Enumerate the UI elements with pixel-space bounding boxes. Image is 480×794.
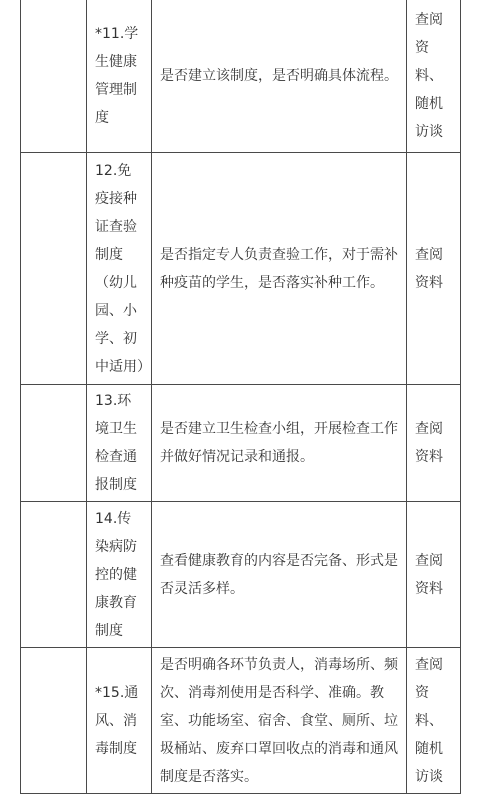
category-cell (21, 153, 87, 385)
method-cell: 查阅资料 (407, 502, 461, 648)
table-row (21, 153, 461, 385)
inspection-table (20, 0, 461, 794)
method-cell: 查阅资料、随机访谈 (407, 0, 461, 153)
table-row (21, 502, 461, 648)
item-cell: 13.环境卫生检查通报制度 (87, 385, 152, 502)
requirement-cell: 是否建立该制度，是否明确具体流程。 (152, 0, 407, 153)
requirement-cell: 是否明确各环节负责人，消毒场所、频次、消毒剂使用是否科学、准确。教室、功能场室、宿舍、食堂、厕所、垃圾桶站、废弃口罩回收点的消毒和通风制度是否落实。 (152, 648, 407, 794)
table-row (21, 385, 461, 502)
table-row (21, 648, 461, 794)
requirement-cell: 查看健康教育的内容是否完备、形式是否灵活多样。 (152, 502, 407, 648)
item-cell: *11.学生健康管理制度 (87, 0, 152, 153)
item-cell: 14.传染病防控的健康教育制度 (87, 502, 152, 648)
method-cell: 查阅资料 (407, 153, 461, 385)
category-cell (21, 502, 87, 648)
item-cell: *15.通风、消毒制度 (87, 648, 152, 794)
category-cell (21, 648, 87, 794)
requirement-cell: 是否建立卫生检查小组，开展检查工作并做好情况记录和通报。 (152, 385, 407, 502)
method-cell: 查阅资料、随机访谈 (407, 648, 461, 794)
requirement-cell: 是否指定专人负责查验工作，对于需补种疫苗的学生，是否落实补种工作。 (152, 153, 407, 385)
table-row (21, 0, 461, 153)
category-cell (21, 0, 87, 153)
method-cell: 查阅资料 (407, 385, 461, 502)
item-cell: 12.免疫接种证查验制度（幼儿园、小学、初中适用） (87, 153, 152, 385)
category-cell (21, 385, 87, 502)
